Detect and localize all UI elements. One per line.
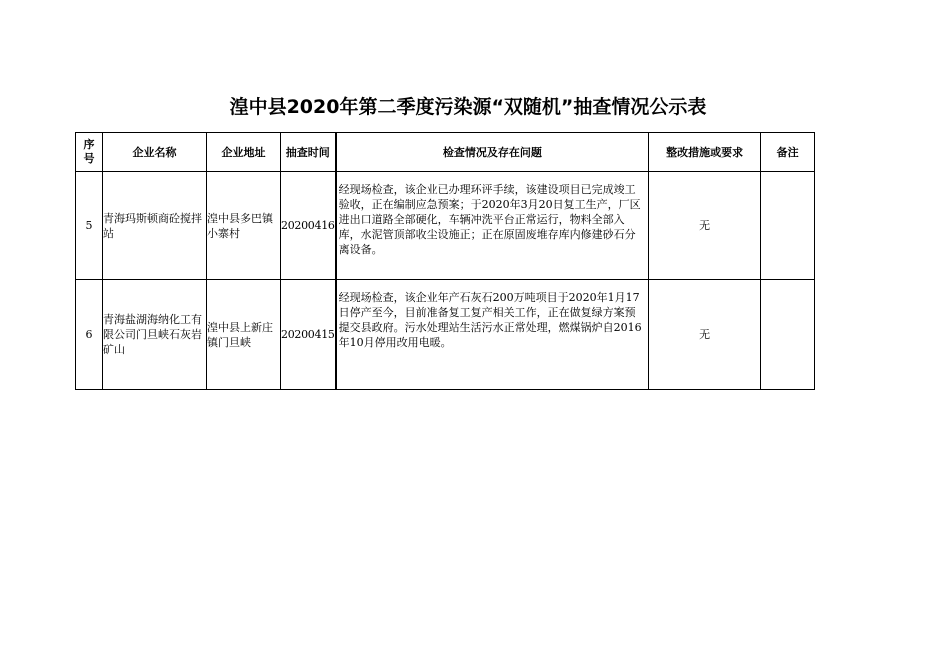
row-measures: 无 xyxy=(649,172,761,280)
header-address: 企业地址 xyxy=(207,133,281,172)
row-measures: 无 xyxy=(649,280,761,390)
table-row xyxy=(76,172,815,280)
row-remarks xyxy=(761,172,815,280)
row-seq: 6 xyxy=(76,280,103,390)
header-company: 企业名称 xyxy=(103,133,207,172)
header-seq-bottom: 号 xyxy=(83,152,95,165)
row-remarks xyxy=(761,280,815,390)
row-seq: 5 xyxy=(76,172,103,280)
row-company: 青海玛斯顿商砼搅拌站 xyxy=(103,172,207,280)
row-date: 20200415 xyxy=(281,280,336,390)
row-address: 湟中县多巴镇小寨村 xyxy=(207,172,281,280)
header-date: 抽查时间 xyxy=(281,133,336,172)
row-date: 20200416 xyxy=(281,172,336,280)
header-measures: 整改措施或要求 xyxy=(649,133,761,172)
page-title: 湟中县2020年第二季度污染源“双随机”抽查情况公示表 xyxy=(229,96,707,118)
header-findings: 检查情况及存在问题 xyxy=(336,133,649,172)
row-company: 青海盐湖海纳化工有限公司门旦峡石灰岩矿山 xyxy=(103,280,207,390)
row-address: 湟中县上新庄镇门旦峡 xyxy=(207,280,281,390)
header-remarks: 备注 xyxy=(761,133,815,172)
header-seq xyxy=(76,133,103,172)
table-header-row xyxy=(76,133,815,172)
row-findings: 经现场检查，该企业年产石灰石200万吨项目于2020年1月17日停产至今，目前准备复工复产相关工作，正在做复绿方案预提交县政府。污水处理站生活污水正常处理，燃煤锅炉自2016年10月停用改用电暖。 xyxy=(336,280,649,390)
header-seq-top: 序 xyxy=(83,138,95,151)
table-row xyxy=(76,280,815,390)
inspection-table xyxy=(75,132,815,390)
row-findings: 经现场检查，该企业已办理环评手续，该建设项目已完成竣工验收，正在编制应急预案；于2020年3月20日复工生产，厂区进出口道路全部硬化，车辆冲洗平台正常运行，物料全部入库，水泥管顶部收尘设施正；正在原固废堆存库内修建砂石分离设备。 xyxy=(336,172,649,280)
